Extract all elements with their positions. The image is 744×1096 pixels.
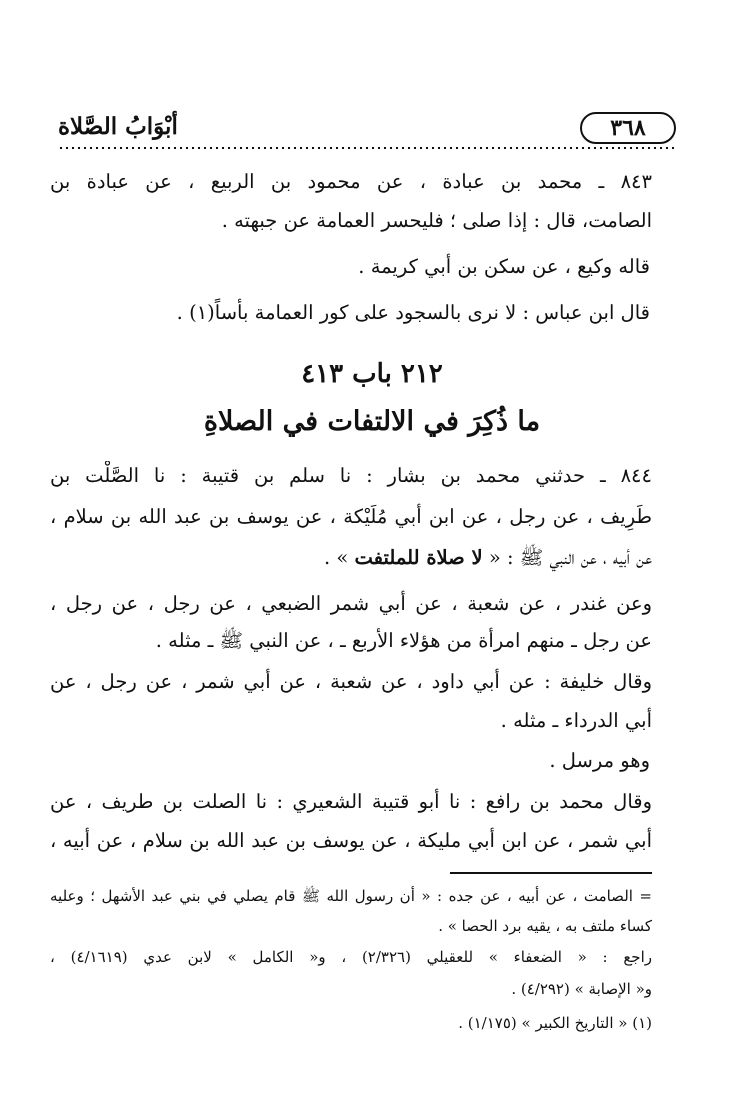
text-line: قال ابن عباس : لا نرى بالسجود على كور العمامة بأساً(١) . — [176, 301, 650, 324]
text-line-with-quote — [324, 543, 652, 575]
text-line: أبي الدرداء ـ مثله . — [500, 709, 652, 732]
text-line: وقال محمد بن رافع : نا أبو قتيبة الشعيري : نا الصلت بن طريف ، عن — [50, 790, 652, 813]
footnote-line: كساء ملتف به ، يقيه برد الحصا » . — [438, 917, 652, 935]
footnote-line: (١) « التاريخ الكبير » (١/١٧٥) . — [458, 1014, 652, 1032]
text-line: الصامت، قال : إذا صلى ؛ فليحسر العمامة عن جبهته . — [221, 209, 652, 232]
chapter-title-heading: ما ذُكِرَ في الالتفات في الصلاةِ — [203, 406, 541, 437]
page-number: ٣٦٨ — [610, 115, 646, 141]
chapter-number-heading: ٢١٢ باب ٤١٣ — [301, 359, 443, 389]
text-line: وهو مرسل . — [549, 749, 650, 772]
page-number-badge — [580, 112, 676, 144]
text-segment: عن أبيه ، عن النبي ﷺ : « — [482, 546, 652, 569]
text-line: وعن غندر ، عن شعبة ، عن أبي شمر الضبعي ، عن رجل ، عن رجل ، — [50, 592, 652, 615]
prophetic-quote: لا صلاة للملتفت — [354, 546, 483, 569]
footnote-divider — [450, 872, 652, 874]
text-line: طَرِيف ، عن رجل ، عن ابن أبي مُلَيْكة ، عن يوسف بن عبد الله بن سلام ، — [50, 505, 652, 528]
text-line: قاله وكيع ، عن سكن بن أبي كريمة . — [358, 255, 650, 278]
footnote-line: = الصامت ، عن أبيه ، عن جده : « أن رسول الله ﷺ قام يصلي في بني عبد الأشهل ؛ وعليه — [50, 887, 652, 905]
footnote-line: و« الإصابة » (٤/٢٩٢) . — [511, 980, 652, 998]
text-line: عن رجل ـ منهم امرأة من هؤلاء الأربع ـ ، عن النبي ﷺ ـ مثله . — [155, 629, 652, 652]
text-line: أبي شمر ، عن ابن أبي مليكة ، عن يوسف بن عبد الله بن سلام ، عن أبيه ، — [50, 829, 652, 852]
running-title: أبْوَابُ الصَّلاة — [58, 113, 178, 140]
header-divider — [58, 146, 678, 150]
text-segment: » . — [323, 546, 355, 569]
text-line: ٨٤٤ ـ حدثني محمد بن بشار : نا سلم بن قتيبة : نا الصَّلْت بن — [50, 464, 652, 487]
footnote-line: راجع : « الضعفاء » للعقيلي (٢/٣٢٦) ، و« الكامل » لابن عدي (٤/١٦١٩) ، — [50, 948, 652, 966]
text-line: ٨٤٣ ـ محمد بن عبادة ، عن محمود بن الربيع ، عن عبادة بن — [50, 170, 652, 193]
text-line: وقال خليفة : عن أبي داود ، عن شعبة ، عن أبي شمر ، عن رجل ، عن — [50, 670, 652, 693]
